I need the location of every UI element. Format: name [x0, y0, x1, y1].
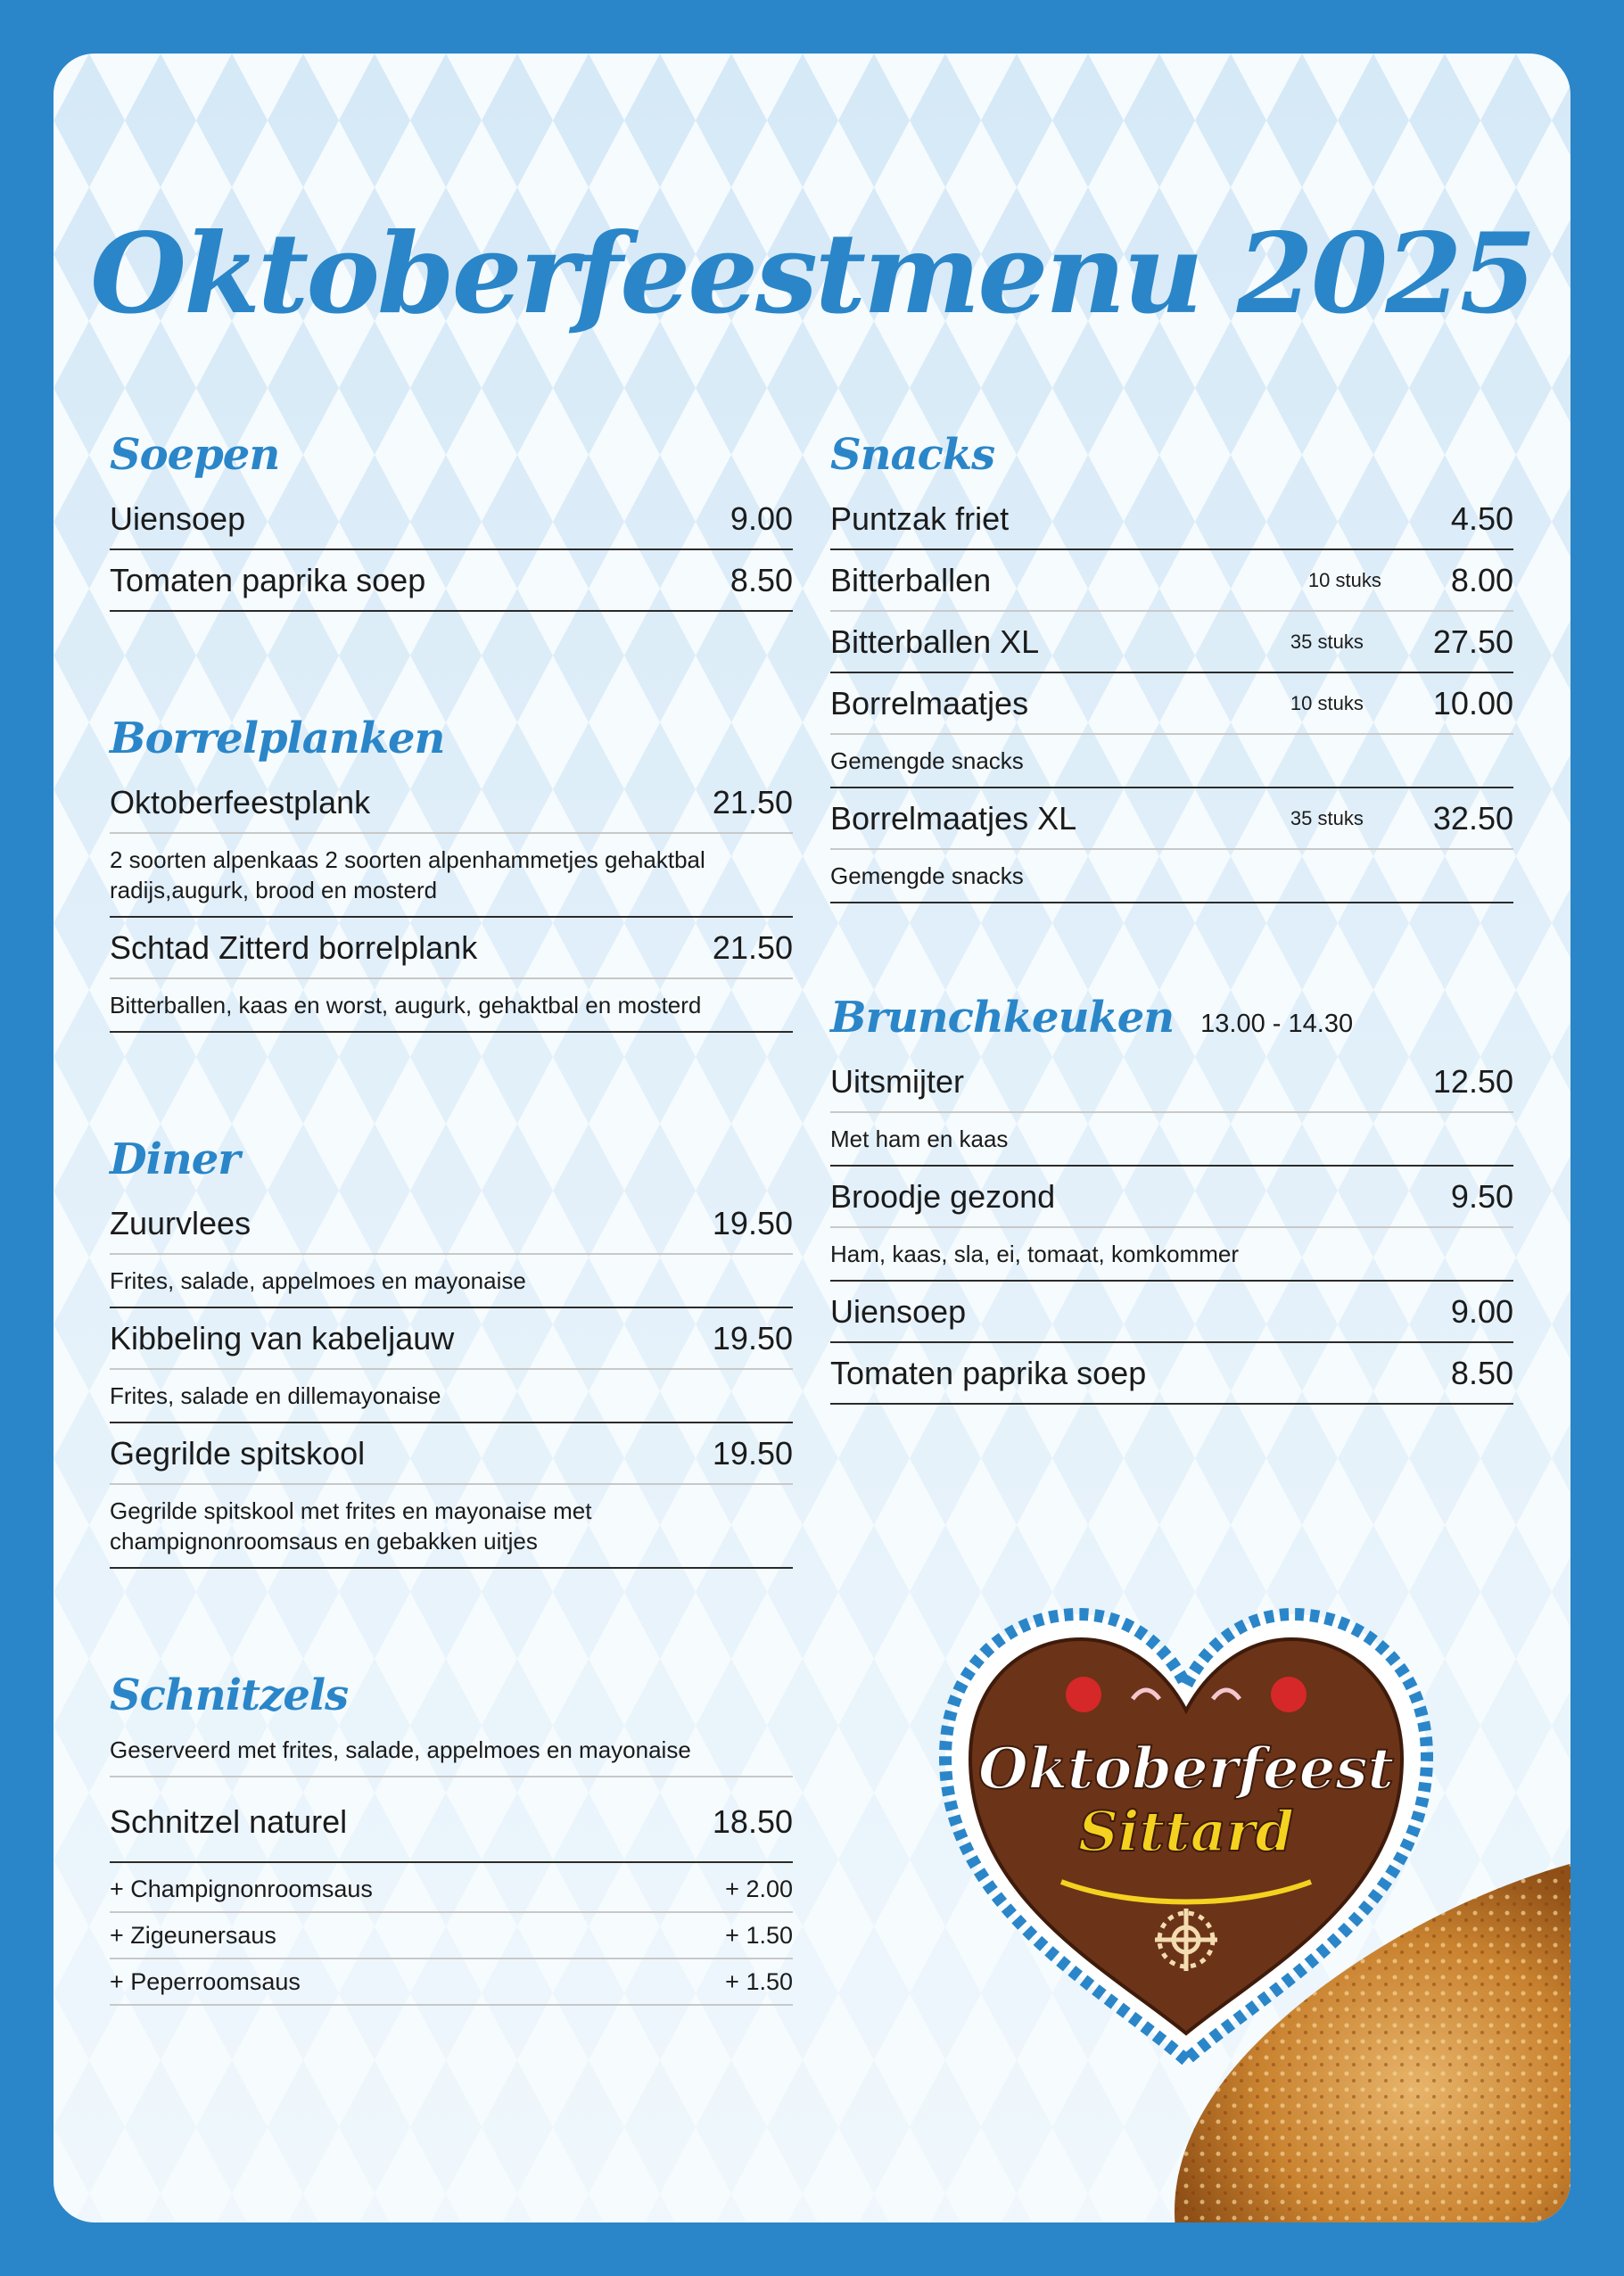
menu-item	[830, 1343, 1513, 1405]
section-heading: Soepen	[110, 430, 280, 480]
item-price: 10.00	[1432, 684, 1513, 722]
item-price: 21.50	[712, 928, 793, 966]
section-snacks	[830, 410, 1513, 903]
extra-price: + 1.50	[725, 1921, 793, 1949]
item-quantity: 35 stuks	[1290, 630, 1364, 653]
logo-text-sittard: Sittard	[1078, 1799, 1294, 1864]
item-price: 19.50	[712, 1319, 793, 1357]
section-heading-text: Brunchkeuken	[830, 993, 1175, 1043]
item-price: 19.50	[712, 1434, 793, 1472]
menu-item	[830, 788, 1513, 850]
extra-option	[110, 1913, 793, 1959]
item-name: Borrelmaatjes	[830, 684, 1029, 722]
menu-item	[110, 1777, 793, 1863]
item-price: 8.00	[1450, 561, 1513, 598]
opening-hours: 13.00 - 14.30	[1200, 1010, 1354, 1038]
item-price: 9.00	[730, 499, 793, 537]
item-name: Schnitzel naturel	[110, 1803, 348, 1840]
extra-name: + Zigeunersaus	[110, 1921, 276, 1949]
section-heading	[830, 973, 1513, 1051]
menu-item	[830, 612, 1513, 673]
item-name: Bitterballen	[830, 561, 992, 598]
item-price: 4.50	[1450, 499, 1513, 537]
menu-item	[110, 772, 793, 834]
item-name: Broodje gezond	[830, 1177, 1056, 1215]
item-price: 9.00	[1450, 1292, 1513, 1330]
extra-name: + Peperroomsaus	[110, 1967, 301, 1995]
menu-item	[110, 1423, 793, 1485]
section-heading: Diner	[110, 1134, 240, 1184]
item-name: Uitsmijter	[830, 1062, 964, 1100]
item-description: Gegrilde spitskool met frites en mayonaise met champignonroomsaus en gebakken uitjes	[110, 1485, 793, 1569]
item-name: Gegrilde spitskool	[110, 1434, 366, 1472]
section-heading: Schnitzels	[110, 1670, 349, 1720]
section-heading: Snacks	[830, 430, 995, 480]
item-quantity: 35 stuks	[1290, 806, 1364, 829]
section-brunchkeuken	[830, 973, 1513, 1405]
rose-icon	[1271, 1677, 1307, 1712]
item-price: 12.50	[1432, 1062, 1513, 1100]
item-name: Oktoberfeestplank	[110, 783, 371, 821]
menu-item	[830, 489, 1513, 550]
extra-price: + 1.50	[725, 1967, 793, 1995]
menu-item	[830, 1167, 1513, 1228]
menu-item	[110, 1193, 793, 1255]
item-quantity: 10 stuks	[1307, 568, 1381, 591]
menu-item	[830, 1051, 1513, 1113]
item-name: Kibbeling van kabeljauw	[110, 1319, 455, 1357]
menu-item	[110, 489, 793, 550]
item-description: Frites, salade, appelmoes en mayonaise	[110, 1255, 793, 1308]
item-quantity: 10 stuks	[1290, 691, 1364, 714]
item-name: Bitterballen XL	[830, 623, 1040, 660]
item-name: Tomaten paprika soep	[830, 1354, 1147, 1391]
schnitzel-image	[1150, 1828, 1570, 2222]
item-name: Tomaten paprika soep	[110, 561, 426, 598]
menu-card	[54, 54, 1570, 2222]
extra-option	[110, 1959, 793, 2006]
item-description: Ham, kaas, sla, ei, tomaat, komkommer	[830, 1228, 1513, 1282]
menu-item	[110, 918, 793, 979]
item-name: Zuurvlees	[110, 1204, 251, 1241]
item-name: Borrelmaatjes XL	[830, 799, 1077, 837]
item-description: Met ham en kaas	[830, 1113, 1513, 1167]
extra-option	[110, 1867, 793, 1913]
menu-item	[830, 1282, 1513, 1343]
section-soepen	[110, 410, 793, 612]
section-intro: Geserveerd met frites, salade, appelmoes en mayonaise	[110, 1729, 793, 1777]
right-column	[830, 410, 1513, 1405]
menu-item	[110, 1308, 793, 1370]
extra-name: + Champignonroomsaus	[110, 1875, 373, 1902]
section-heading: Borrelplanken	[110, 713, 445, 763]
section-diner	[110, 1115, 793, 1569]
item-description: Gemengde snacks	[830, 850, 1513, 903]
item-name: Uiensoep	[830, 1292, 967, 1330]
item-price: 8.50	[1450, 1354, 1513, 1391]
item-name: Puntzak friet	[830, 499, 1010, 537]
item-price: 18.50	[712, 1803, 793, 1840]
rose-icon	[1066, 1677, 1101, 1712]
extra-price: + 2.00	[725, 1875, 793, 1902]
item-price: 27.50	[1432, 623, 1513, 660]
item-price: 9.50	[1450, 1177, 1513, 1215]
item-description: Frites, salade en dillemayonaise	[110, 1370, 793, 1423]
item-description: Gemengde snacks	[830, 735, 1513, 788]
page-title: Oktoberfeestmenu 2025	[90, 210, 1534, 339]
menu-item	[110, 550, 793, 612]
item-description: Bitterballen, kaas en worst, augurk, gehaktbal en mosterd	[110, 979, 793, 1033]
section-schnitzels	[110, 1651, 793, 2006]
item-price: 21.50	[712, 783, 793, 821]
section-borrelplanken	[110, 694, 793, 1033]
item-description: 2 soorten alpenkaas 2 soorten alpenhammetjes gehaktbal radijs,augurk, brood en mosterd	[110, 834, 793, 918]
menu-item	[830, 673, 1513, 735]
item-price: 32.50	[1432, 799, 1513, 837]
logo-text-oktoberfeest: Oktoberfeest	[977, 1736, 1395, 1802]
menu-item	[830, 550, 1513, 612]
item-price: 19.50	[712, 1204, 793, 1241]
left-column	[110, 410, 793, 2006]
item-name: Schtad Zitterd borrelplank	[110, 928, 478, 966]
item-price: 8.50	[730, 561, 793, 598]
item-name: Uiensoep	[110, 499, 246, 537]
